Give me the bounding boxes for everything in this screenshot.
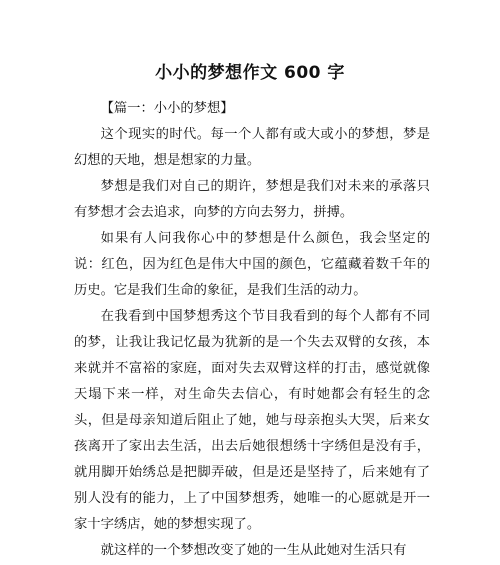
section-heading: 【篇一：小小的梦想】 (100, 101, 234, 116)
paragraph-2: 梦想是我们对自己的期许，梦想是我们对未来的承落只有梦想才会去追求，向梦的方向去努力，拼搏。 (74, 179, 430, 220)
paragraph-3: 如果有人问我你心中的梦想是什么颜色，我会坚定的说：红色，因为红色是伟大中国的颜色，它蕴藏着数千年的历史。它是我们生命的象征，是我们生活的动力。 (74, 231, 430, 298)
paragraph-4: 在我看到中国梦想秀这个节目我看到的每个人都有不同的梦，让我让我记忆最为犹新的是一个失去双臂的女孩，本来就并不富裕的家庭，面对失去双臂这样的打击，感觉就像天塌下来一样，对生命失去信心，有时她都会有轻生的念头，但是母亲知道后阻止了她，她与母亲抱头大哭，后来女孩离开了家出去生活，出去后她很想绣十字绣但是没有手，就用脚开始绣总是把脚弄破，但是还是坚持了，后来她有了别人没有的能力，上了中国梦想秀，她唯一的心愿就是开一家十字绣店，她的梦想实现了。 (74, 309, 430, 532)
paragraph-1: 这个现实的时代。每一个人都有或大或小的梦想，梦是幻想的天地，想是想家的力量。 (74, 127, 430, 168)
paragraph-5: 就这样的一个梦想改变了她的一生从此她对生活只有 (100, 543, 407, 558)
document-title: 小小的梦想作文 600 字 (155, 63, 345, 83)
document-body (74, 96, 430, 564)
